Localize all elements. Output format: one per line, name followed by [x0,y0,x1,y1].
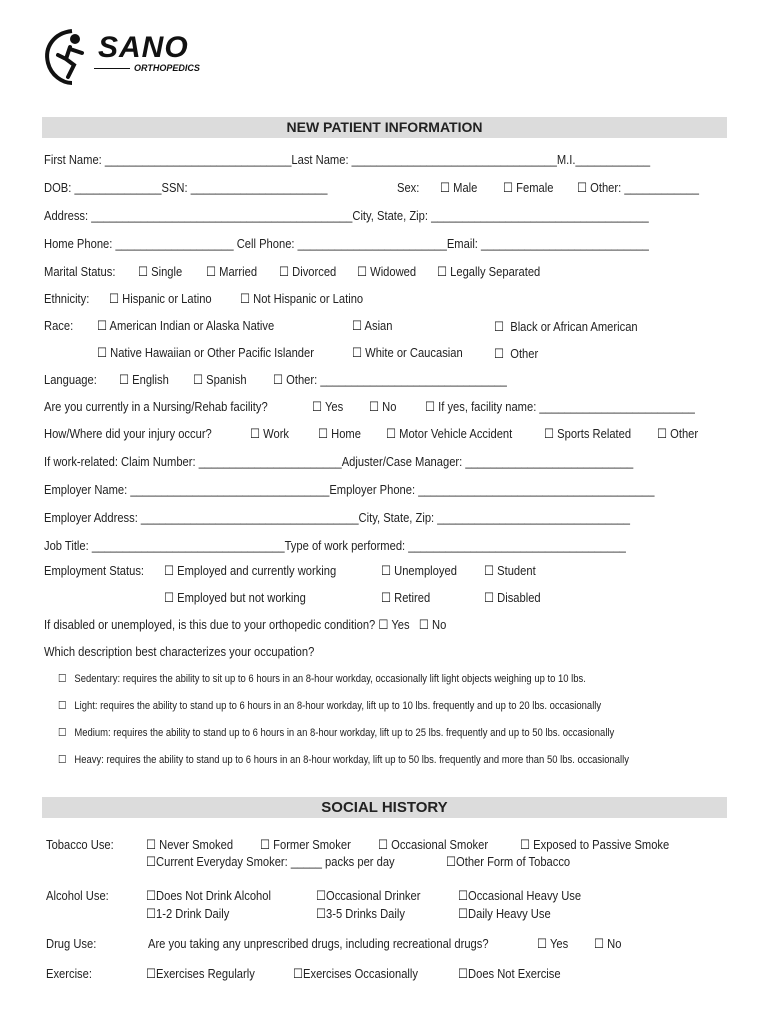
injury-sports-option[interactable]: ☐ Sports Related [544,426,632,441]
checkbox-icon[interactable]: ☐ [437,264,448,279]
checkbox-icon[interactable]: ☐ [418,617,429,632]
job-title-row[interactable]: Job Title: _______________________________Type of work performed: ___________________________________ [44,538,626,553]
exercise-label: Exercise: [46,966,92,981]
checkbox-icon[interactable]: ☐ [250,426,261,441]
checkbox-icon[interactable]: ☐ [425,399,436,414]
language-spanish-option[interactable]: ☐ Spanish [193,372,247,387]
checkbox-icon[interactable]: ☐ [316,888,327,903]
checkbox-icon[interactable]: ☐ [146,888,157,903]
tobacco-never-option[interactable]: ☐ Never Smoked [146,837,234,852]
marital-married-option[interactable]: ☐ Married [206,264,258,279]
employer-address-row[interactable]: Employer Address: ___________________________________City, State, Zip: _______________________________ [44,510,631,525]
occupation-medium-option[interactable]: ☐ Medium: requires the ability to stand up to 6 hours in an 8-hour workday, lift up to 25 lbs. frequently and up to 50 lbs. occasionally [58,727,615,739]
checkbox-icon[interactable]: ☐ [594,936,605,951]
disabled-no-option[interactable]: ☐ No [418,617,447,632]
sex-male-option[interactable]: ☐ Male [440,180,478,195]
race-other-option[interactable]: ☐ Other [494,346,539,361]
facility-name-field[interactable]: ☐ If yes, facility name: _________________________ [425,399,695,414]
checkbox-icon[interactable]: ☐ [318,426,329,441]
employment-unemployed-option[interactable]: ☐ Unemployed [381,563,457,578]
sano-logo [42,25,222,85]
checkbox-icon[interactable]: ☐ [458,966,469,981]
employer-name-row[interactable]: Employer Name: ________________________________Employer Phone: ______________________________________ [44,482,655,497]
checkbox-icon[interactable]: ☐ [503,180,514,195]
checkbox-icon[interactable]: ☐ [58,727,67,739]
checkbox-icon[interactable]: ☐ [97,318,108,333]
checkbox-icon[interactable]: ☐ [260,837,271,852]
sex-label: Sex: [397,180,420,195]
checkbox-icon[interactable]: ☐ [484,590,495,605]
checkbox-icon[interactable]: ☐ [312,399,323,414]
checkbox-icon[interactable]: ☐ [352,318,363,333]
checkbox-icon[interactable]: ☐ [119,372,130,387]
employment-not-working-option[interactable]: ☐ Employed but not working [164,590,306,605]
alcohol-label: Alcohol Use: [46,888,109,903]
checkbox-icon[interactable]: ☐ [164,563,175,578]
exercise-occasionally-option[interactable]: ☐Exercises Occasionally [293,966,418,981]
checkbox-icon[interactable]: ☐ [378,617,389,632]
nursing-no-option[interactable]: ☐ No [369,399,397,414]
checkbox-icon[interactable]: ☐ [544,426,555,441]
marital-widowed-option[interactable]: ☐ Widowed [357,264,417,279]
checkbox-icon[interactable]: ☐ [138,264,149,279]
exercise-regularly-option[interactable]: ☐Exercises Regularly [146,966,255,981]
checkbox-icon[interactable]: ☐ [577,180,588,195]
ethnicity-label: Ethnicity: [44,291,90,306]
disabled-question-text: If disabled or unemployed, is this due to your orthopedic condition? [44,617,376,632]
checkbox-icon[interactable]: ☐ [164,590,175,605]
alcohol-daily-heavy-option[interactable]: ☐Daily Heavy Use [458,906,551,921]
race-label: Race: [44,318,74,333]
language-english-option[interactable]: ☐ English [119,372,169,387]
occupation-light-option[interactable]: ☐ Light: requires the ability to stand up to 6 hours in an 8-hour workday, lift up to 10 lbs. frequently and up to 20 lbs. occasionally [58,700,602,712]
occupation-question: Which description best characterizes your occupation? [44,644,315,659]
race-white-option[interactable]: ☐ White or Caucasian [352,345,463,360]
disabled-question [44,617,446,633]
dob-ssn-row[interactable]: DOB: ______________SSN: ______________________ [44,180,328,195]
marital-single-option[interactable]: ☐ Single [138,264,183,279]
tobacco-former-option[interactable]: ☐ Former Smoker [260,837,351,852]
logo-name: SANO [98,31,189,64]
drug-yes-option[interactable]: ☐ Yes [537,936,569,951]
checkbox-icon[interactable]: ☐ [273,372,284,387]
checkbox-icon[interactable]: ☐ [146,966,157,981]
checkbox-icon[interactable]: ☐ [494,319,505,334]
race-asian-option[interactable]: ☐ Asian [352,318,393,333]
race-black-option[interactable]: ☐ Black or African American [494,319,638,334]
tobacco-label: Tobacco Use: [46,837,114,852]
injury-vehicle-option[interactable]: ☐ Motor Vehicle Accident [386,426,513,441]
checkbox-icon[interactable]: ☐ [279,264,290,279]
checkbox-icon[interactable]: ☐ [381,590,392,605]
checkbox-icon[interactable]: ☐ [520,837,531,852]
sex-female-option[interactable]: ☐ Female [503,180,554,195]
checkbox-icon[interactable]: ☐ [440,180,451,195]
checkbox-icon[interactable]: ☐ [97,345,108,360]
marital-label: Marital Status: [44,264,116,279]
checkbox-icon[interactable]: ☐ [146,854,157,869]
ethnicity-not-hispanic-option[interactable]: ☐ Not Hispanic or Latino [240,291,364,306]
checkbox-icon[interactable]: ☐ [293,966,304,981]
tobacco-everyday-option[interactable]: ☐Current Everyday Smoker: _____ packs per day [146,854,395,869]
alcohol-occasional-option[interactable]: ☐Occasional Drinker [316,888,421,903]
ethnicity-hispanic-option[interactable]: ☐ Hispanic or Latino [109,291,212,306]
injury-work-option[interactable]: ☐ Work [250,426,290,441]
race-american-indian-option[interactable]: ☐ American Indian or Alaska Native [97,318,275,333]
injury-question: How/Where did your injury occur? [44,426,212,441]
alcohol-none-option[interactable]: ☐Does Not Drink Alcohol [146,888,271,903]
checkbox-icon[interactable]: ☐ [458,888,469,903]
checkbox-icon[interactable]: ☐ [446,854,457,869]
work-related-row[interactable]: If work-related: Claim Number: _______________________Adjuster/Case Manager: ___________________________ [44,454,634,469]
checkbox-icon[interactable]: ☐ [58,673,67,685]
checkbox-icon[interactable]: ☐ [146,906,157,921]
checkbox-icon[interactable]: ☐ [146,837,157,852]
checkbox-icon[interactable]: ☐ [193,372,204,387]
injury-home-option[interactable]: ☐ Home [318,426,361,441]
nursing-yes-option[interactable]: ☐ Yes [312,399,344,414]
employment-disabled-option[interactable]: ☐ Disabled [484,590,541,605]
logo-sub: ORTHOPEDICS [134,63,200,73]
section-title-social: SOCIAL HISTORY [321,799,448,816]
employment-student-option[interactable]: ☐ Student [484,563,536,578]
checkbox-icon[interactable]: ☐ [378,837,389,852]
name-row[interactable]: First Name: ______________________________Last Name: _________________________________M.I.____________ [44,152,651,167]
occupation-heavy-option[interactable]: ☐ Heavy: requires the ability to stand up to 6 hours in an 8-hour workday, lift up to 50 lbs. frequently and more than 50 lbs. occasionally [58,754,629,766]
drug-label: Drug Use: [46,936,97,951]
tobacco-other-form-option[interactable]: ☐Other Form of Tobacco [446,854,571,869]
drug-question: Are you taking any unprescribed drugs, including recreational drugs? [148,936,489,951]
checkbox-icon[interactable]: ☐ [58,754,67,766]
injury-other-option[interactable]: ☐ Other [657,426,699,441]
alcohol-1-2-daily-option[interactable]: ☐1-2 Drink Daily [146,906,230,921]
employment-retired-option[interactable]: ☐ Retired [381,590,431,605]
phone-row[interactable]: Home Phone: ___________________ Cell Phone: ________________________Email: ___________________________ [44,236,649,251]
checkbox-icon[interactable]: ☐ [240,291,251,306]
marital-divorced-option[interactable]: ☐ Divorced [279,264,337,279]
checkbox-icon[interactable]: ☐ [352,345,363,360]
language-label: Language: [44,372,97,387]
checkbox-icon[interactable]: ☐ [109,291,120,306]
alcohol-occasional-heavy-option[interactable]: ☐Occasional Heavy Use [458,888,582,903]
drug-no-option[interactable]: ☐ No [594,936,622,951]
language-other-option[interactable]: ☐ Other: ______________________________ [273,372,507,387]
address-row[interactable]: Address: __________________________________________City, State, Zip: ___________________________________ [44,208,649,223]
sex-other-option[interactable]: ☐ Other: ____________ [577,180,699,195]
checkbox-icon[interactable]: ☐ [657,426,668,441]
checkbox-icon[interactable]: ☐ [537,936,548,951]
checkbox-icon[interactable]: ☐ [206,264,217,279]
nursing-question: Are you currently in a Nursing/Rehab facility? [44,399,268,414]
checkbox-icon[interactable]: ☐ [458,906,469,921]
runner-logo-icon [42,25,102,87]
checkbox-icon[interactable]: ☐ [357,264,368,279]
tobacco-occasional-option[interactable]: ☐ Occasional Smoker [378,837,489,852]
employment-working-option[interactable]: ☐ Employed and currently working [164,563,337,578]
checkbox-icon[interactable]: ☐ [58,700,67,712]
section-header-patient [42,117,727,138]
alcohol-3-5-daily-option[interactable]: ☐3-5 Drinks Daily [316,906,405,921]
checkbox-icon[interactable]: ☐ [316,906,327,921]
section-title-patient: NEW PATIENT INFORMATION [286,119,483,135]
checkbox-icon[interactable]: ☐ [494,346,505,361]
checkbox-icon[interactable]: ☐ [369,399,380,414]
exercise-none-option[interactable]: ☐Does Not Exercise [458,966,561,981]
disabled-yes-option[interactable]: ☐ Yes [378,617,410,632]
logo-rule [94,68,130,69]
checkbox-icon[interactable]: ☐ [386,426,397,441]
checkbox-icon[interactable]: ☐ [484,563,495,578]
employment-label: Employment Status: [44,563,145,578]
section-header-social [42,797,727,818]
marital-separated-option[interactable]: ☐ Legally Separated [437,264,541,279]
tobacco-passive-option[interactable]: ☐ Exposed to Passive Smoke [520,837,670,852]
occupation-sedentary-option[interactable]: ☐ Sedentary: requires the ability to sit up to 6 hours in an 8-hour workday, occasionally lift light objects weighing up to 10 lbs. [58,673,586,685]
checkbox-icon[interactable]: ☐ [381,563,392,578]
race-pacific-islander-option[interactable]: ☐ Native Hawaiian or Other Pacific Islander [97,345,314,360]
